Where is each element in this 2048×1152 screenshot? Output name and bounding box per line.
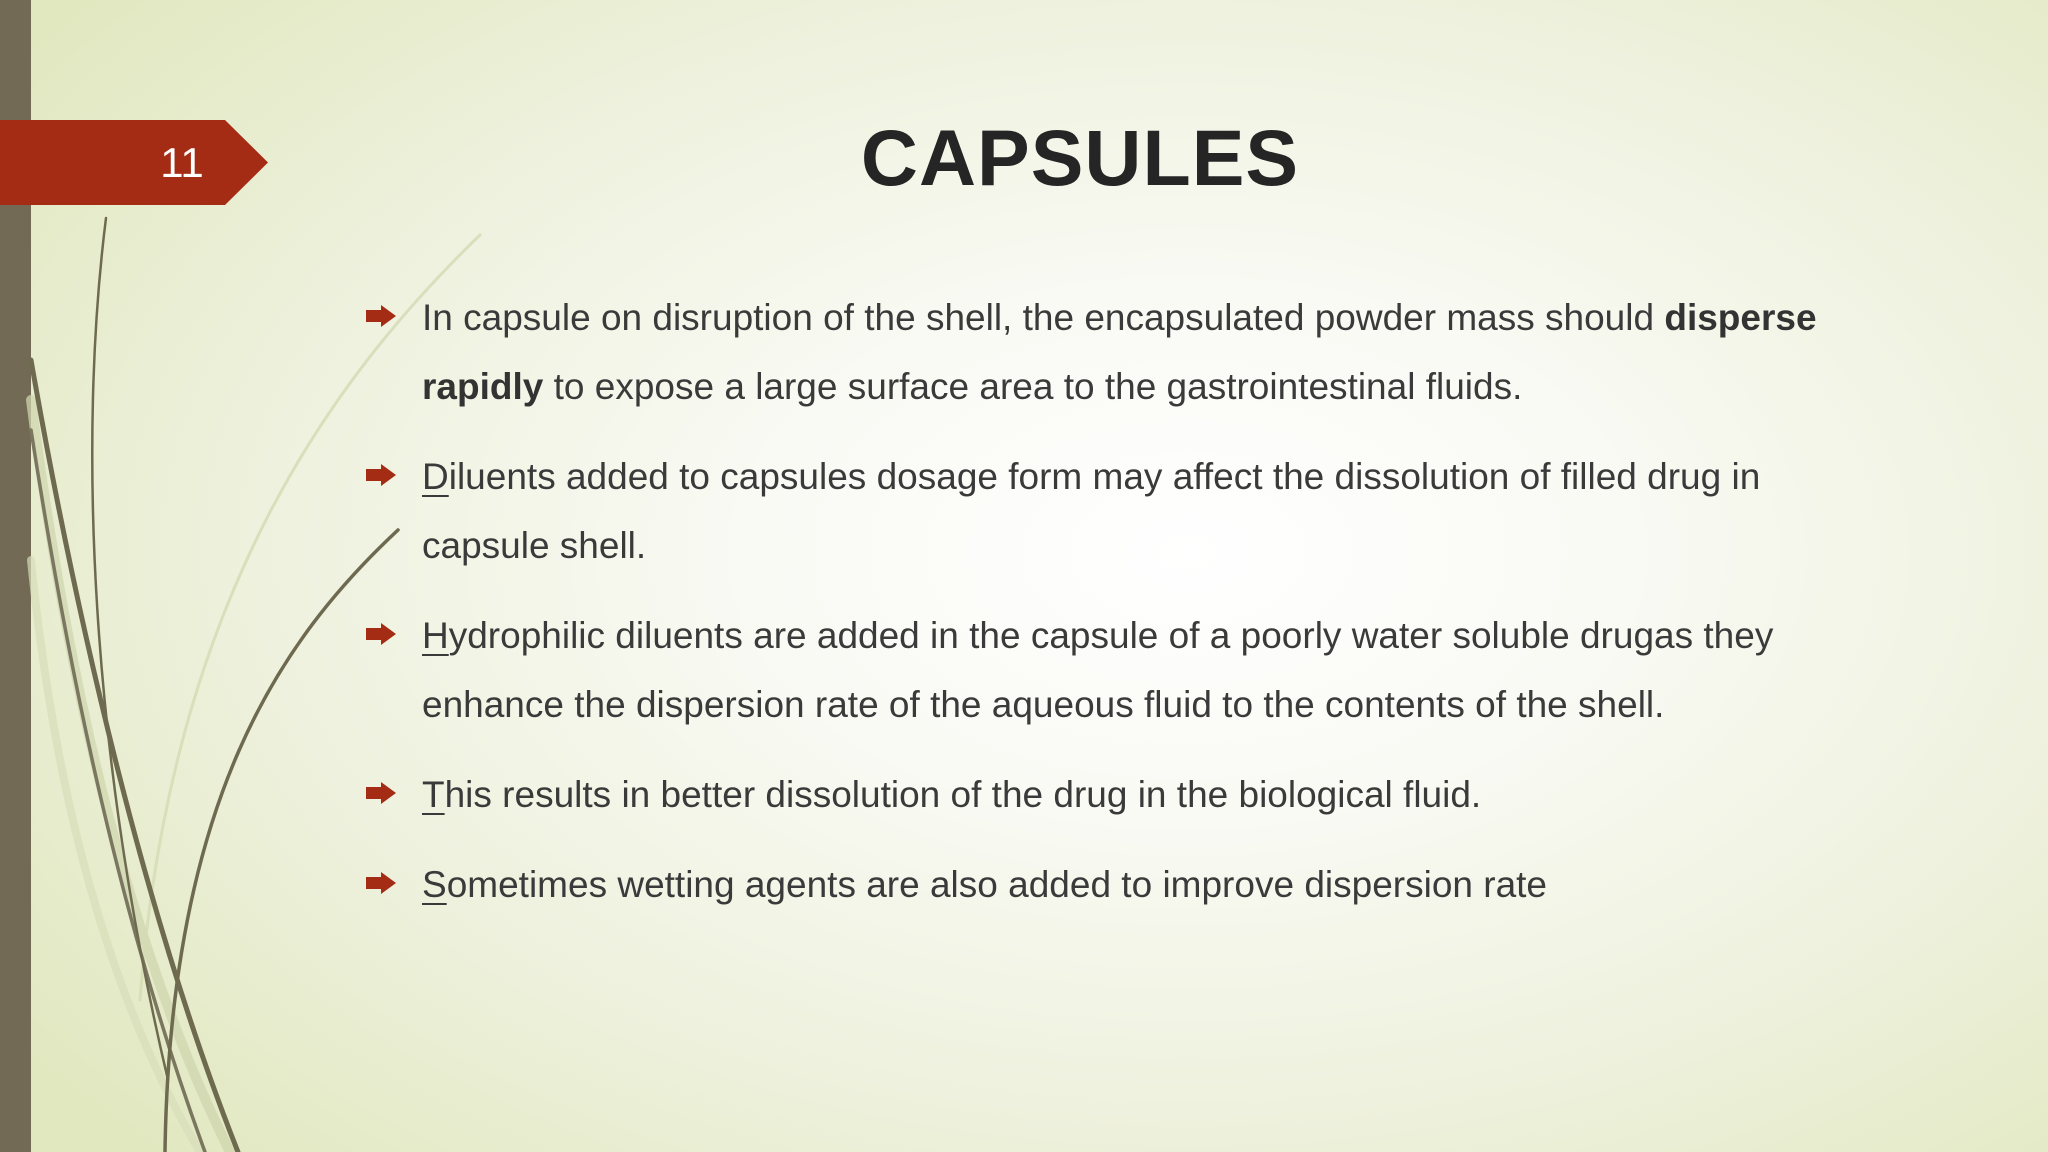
bullet-initial: T xyxy=(422,774,445,815)
bullet-item xyxy=(360,283,1880,421)
bullet-initial: D xyxy=(422,456,449,497)
bullet-text: iluents added to capsules dosage form may affect the dissolution of filled drug in capsule shell. xyxy=(422,456,1761,566)
arrow-bullet-icon xyxy=(366,872,396,894)
bullet-text: In capsule on disruption of the shell, the encapsulated powder mass should xyxy=(422,297,1665,338)
bullet-text: his results in better dissolution of the drug in the biological fluid. xyxy=(444,774,1482,815)
bullet-text: ometimes wetting agents are also added to improve dispersion rate xyxy=(446,864,1548,905)
bullet-item xyxy=(360,601,1880,739)
slide-title: CAPSULES xyxy=(860,113,1300,202)
bullet-initial: H xyxy=(422,615,449,656)
slide-number-badge xyxy=(0,120,270,205)
bullet-initial: S xyxy=(422,864,447,905)
bullet-item xyxy=(360,760,1880,829)
bullet-list xyxy=(360,283,1880,940)
slide-number: 11 xyxy=(160,139,204,186)
arrow-bullet-icon xyxy=(366,464,396,486)
bullet-bold-text: disperse rapidly xyxy=(422,297,1817,407)
arrow-bullet-icon xyxy=(366,782,396,804)
arrow-bullet-icon xyxy=(366,305,396,327)
bullet-item xyxy=(360,442,1880,580)
bullet-text-tail: to expose a large surface area to the gastrointestinal fluids. xyxy=(543,366,1523,407)
bullet-text: ydrophilic diluents are added in the capsule of a poorly water soluble drugas they enhance the dispersion rate of the aqueous fluid to the contents of the shell. xyxy=(422,615,1774,725)
arrow-bullet-icon xyxy=(366,623,396,645)
bullet-item xyxy=(360,850,1880,919)
